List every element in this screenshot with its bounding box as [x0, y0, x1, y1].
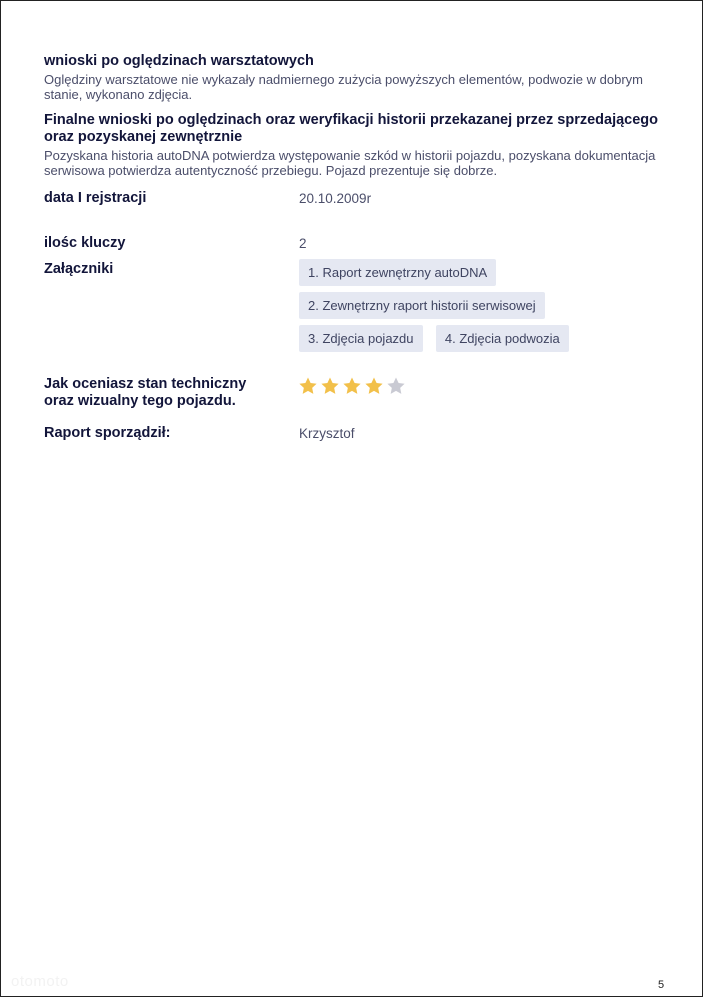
keys-value: 2	[299, 236, 307, 251]
attachment-chip[interactable]: 4. Zdjęcia podwozia	[436, 325, 569, 352]
rating-stars	[298, 376, 406, 396]
registration-value: 20.10.2009r	[299, 191, 372, 206]
author-label: Raport sporządził:	[44, 425, 171, 441]
attachments-list	[299, 259, 629, 358]
final-conclusions-title: Finalne wnioski po oględzinach oraz weryfikacji historii przekazanej przez sprzedającego oraz pozyskanej zewnętrznie	[44, 112, 659, 145]
rating-label: Jak oceniasz stan techniczny oraz wizualny tego pojazdu.	[44, 376, 247, 409]
star-filled-icon	[298, 376, 318, 396]
workshop-conclusions	[44, 53, 659, 102]
attachment-chip[interactable]: 2. Zewnętrzny raport historii serwisowej	[299, 292, 545, 319]
star-filled-icon	[320, 376, 340, 396]
attachment-chip[interactable]: 1. Raport zewnętrzny autoDNA	[299, 259, 496, 286]
watermark-logo: otomoto	[11, 973, 69, 990]
page-number: 5	[658, 979, 665, 991]
star-filled-icon	[342, 376, 362, 396]
star-empty-icon	[386, 376, 406, 396]
workshop-conclusions-text: Oględziny warsztatowe nie wykazały nadmiernego zużycia powyższych elementów, podwozie w dobrym stanie, wykonano zdjęcia.	[44, 72, 643, 102]
keys-row	[44, 235, 659, 252]
workshop-conclusions-title: wnioski po oględzinach warsztatowych	[44, 53, 314, 69]
author-row	[44, 425, 659, 442]
author-value: Krzysztof	[299, 426, 355, 441]
registration-label: data I rejstracji	[44, 190, 147, 206]
registration-row	[44, 190, 659, 207]
keys-label: ilośc kluczy	[44, 235, 126, 251]
star-filled-icon	[364, 376, 384, 396]
final-conclusions	[44, 112, 659, 178]
attachment-chip[interactable]: 3. Zdjęcia pojazdu	[299, 325, 423, 352]
final-conclusions-text: Pozyskana historia autoDNA potwierdza występowanie szkód w historii pojazdu, pozyskana dokumentacja serwisowa potwierdza autentyczność przebiegu. Pojazd prezentuje się dobrze.	[44, 148, 656, 178]
attachments-row	[44, 261, 659, 356]
attachments-label: Załączniki	[44, 261, 114, 277]
report-content	[44, 53, 659, 442]
rating-row	[44, 376, 659, 410]
